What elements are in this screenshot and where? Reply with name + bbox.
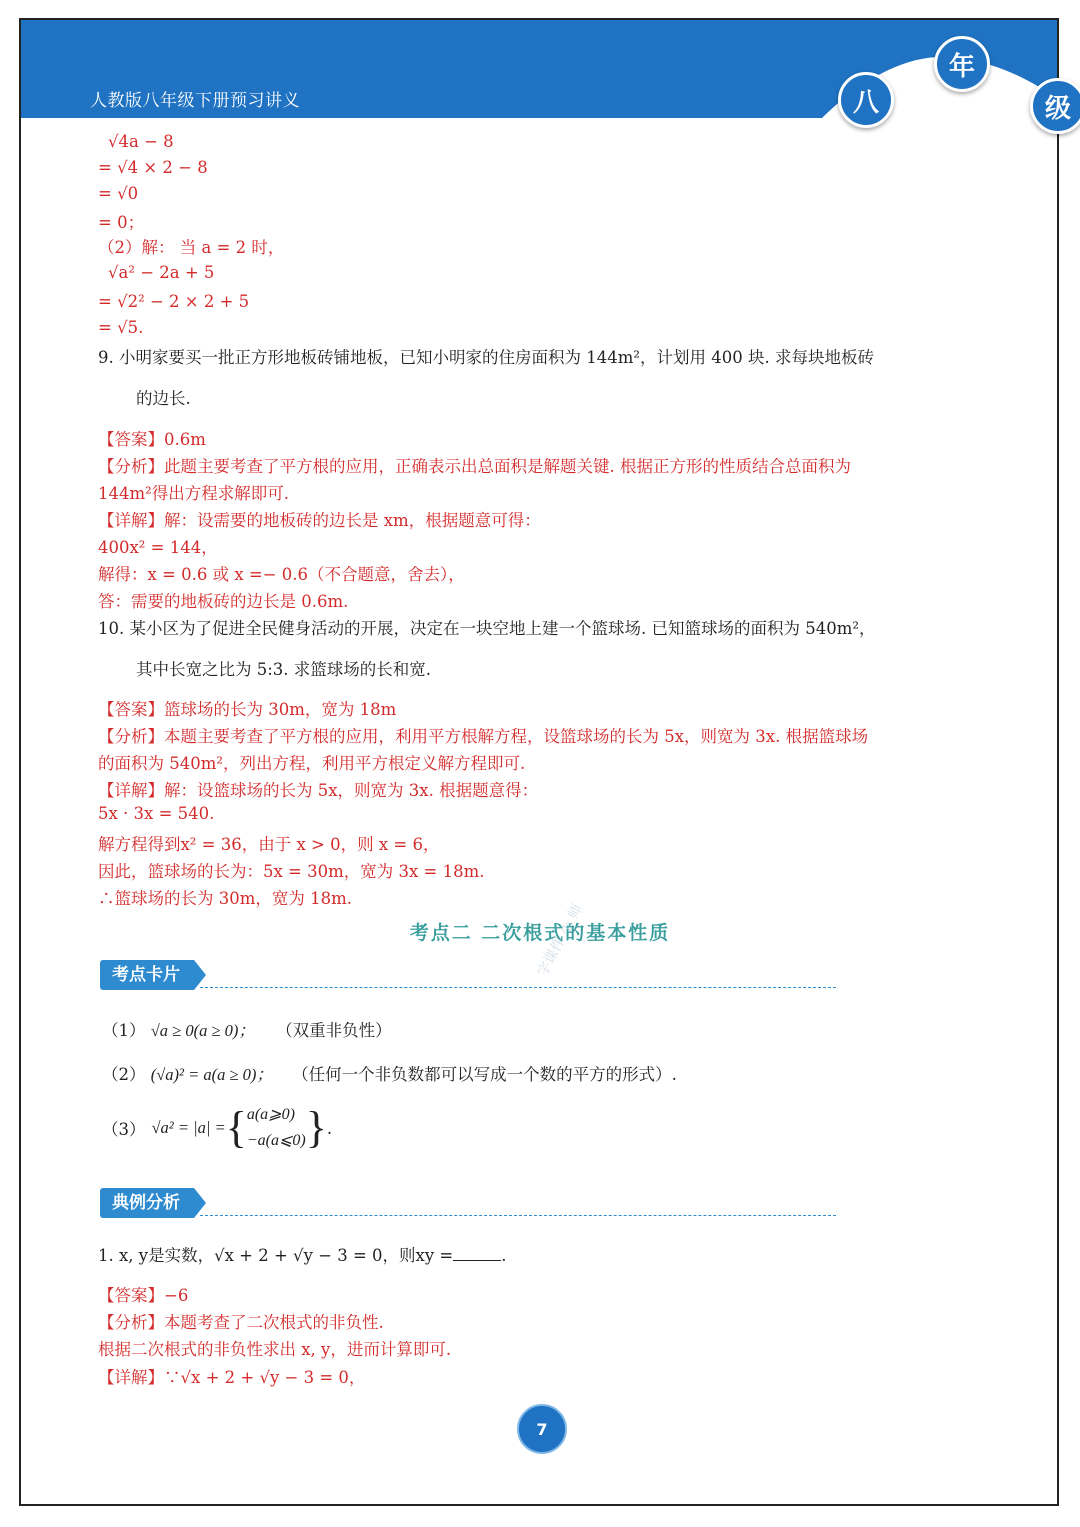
example-1-detail: 【详解】∵√x + 2 + √y − 3 = 0，	[98, 1368, 366, 1387]
q9-solve: 解得：x = 0.6 或 x =− 0.6（不合题意，舍去），	[98, 565, 465, 584]
example-tag: 典例分析	[100, 1188, 194, 1218]
property-3-case-1: a(a⩾0)	[246, 1106, 295, 1123]
property-1-formula: √a ≥ 0(a ≥ 0)；	[150, 1021, 255, 1040]
example-1-question-text: 1. x, y是实数，√x + 2 + √y − 3 = 0，则xy =	[98, 1246, 454, 1265]
q10-equation: 5x · 3x = 540.	[98, 804, 215, 823]
prev-line-1: √4a − 8	[108, 132, 174, 151]
q9-equation: 400x² = 144，	[98, 538, 218, 557]
left-brace: {	[225, 1103, 247, 1152]
card-tag: 考点卡片	[100, 960, 194, 990]
grade-char-ji	[1030, 78, 1080, 134]
q9-question-line-2: 的边长.	[136, 389, 191, 408]
answer-blank	[453, 1260, 501, 1261]
q10-final: ∴篮球场的长为 30m，宽为 18m.	[98, 889, 353, 908]
q9-analysis-line-1: 【分析】此题主要考查了平方根的应用，正确表示出总面积是解题关键. 根据正方形的性质结合总面积为	[98, 457, 851, 476]
q10-solve: 解方程得到x² = 36，由于 x > 0，则 x = 6，	[98, 835, 440, 854]
prev-line-6: √a² − 2a + 5	[108, 263, 215, 282]
example-1-analysis-2: 根据二次根式的非负性求出 x, y，进而计算即可.	[98, 1340, 452, 1359]
grade-char-nian-text: 年	[948, 51, 975, 82]
property-1	[102, 1017, 392, 1041]
grade-char-ji-text: 级	[1044, 93, 1071, 124]
property-3-formula: √a² = |a| =	[151, 1118, 226, 1137]
grade-char-nian	[934, 36, 990, 92]
property-3-tail: .	[326, 1118, 333, 1138]
q10-question-line-2: 其中长宽之比为 5:3. 求篮球场的长和宽.	[136, 660, 432, 679]
card-tag-divider	[200, 987, 836, 988]
grade-char-ba-text: 八	[852, 87, 879, 118]
example-1-analysis: 【分析】本题考查了二次根式的非负性.	[98, 1313, 384, 1332]
q9-final: 答：需要的地板砖的边长是 0.6m.	[98, 592, 349, 611]
q9-analysis-line-2: 144m²得出方程求解即可.	[98, 484, 289, 503]
prev-line-4: = 0；	[98, 213, 145, 232]
property-1-note: （双重非负性）	[276, 1021, 392, 1040]
prev-line-5: （2）解： 当 a = 2 时，	[98, 238, 285, 257]
right-brace: }	[305, 1103, 327, 1152]
header-title: 人教版八年级下册预习讲义	[90, 91, 300, 111]
page-number-badge	[517, 1404, 567, 1454]
example-tag-divider	[200, 1215, 836, 1216]
section-title: 考点二 二次根式的基本性质	[409, 922, 671, 944]
q10-analysis-line-2: 的面积为 540m²，列出方程，利用平方根定义解方程即可.	[98, 754, 526, 773]
prev-line-2: = √4 × 2 − 8	[98, 158, 208, 177]
prev-line-8: = √5.	[98, 318, 144, 337]
q10-question-line-1: 10. 某小区为了促进全民健身活动的开展，决定在一块空地上建一个篮球场. 已知篮球场的面积为 540m²，	[98, 619, 876, 638]
q10-analysis-line-1: 【分析】本题主要考查了平方根的应用，利用平方根解方程，设篮球场的长为 5x，则宽为 3x. 根据篮球场	[98, 727, 869, 746]
property-2-note: （任何一个非负数都可以写成一个数的平方的形式）.	[292, 1065, 677, 1084]
page-number: 7	[536, 1419, 548, 1439]
q10-detail: 【详解】解：设篮球场的长为 5x，则宽为 3x. 根据题意得：	[98, 781, 539, 800]
property-3-label: （3）	[102, 1120, 146, 1139]
watermark: 字课件 小 师	[534, 901, 586, 980]
example-1-question	[98, 1242, 506, 1266]
cases-stack	[247, 1102, 306, 1154]
property-3-cases	[226, 1102, 327, 1154]
property-1-label: （1）	[102, 1021, 146, 1040]
prev-line-3: = √0	[98, 184, 139, 203]
example-1-answer: 【答案】−6	[98, 1286, 189, 1305]
property-2-label: （2）	[102, 1065, 146, 1084]
q10-result: 因此，篮球场的长为：5x = 30m，宽为 3x = 18m.	[98, 862, 485, 881]
property-2	[102, 1061, 677, 1085]
property-3	[102, 1102, 332, 1154]
q10-answer: 【答案】篮球场的长为 30m，宽为 18m	[98, 700, 397, 719]
q9-detail: 【详解】解：设需要的地板砖的边长是 xm，根据题意可得：	[98, 511, 541, 530]
q9-answer: 【答案】0.6m	[98, 430, 206, 449]
prev-line-7: = √2² − 2 × 2 + 5	[98, 292, 250, 311]
grade-char-ba	[838, 72, 894, 128]
property-2-formula: (√a)² = a(a ≥ 0)；	[150, 1065, 273, 1084]
example-1-question-end: .	[501, 1246, 507, 1265]
property-3-case-2: −a(a⩽0)	[246, 1132, 306, 1149]
q9-question-line-1: 9. 小明家要买一批正方形地板砖铺地板，已知小明家的住房面积为 144m²，计划用 400 块. 求每块地板砖	[98, 348, 874, 367]
